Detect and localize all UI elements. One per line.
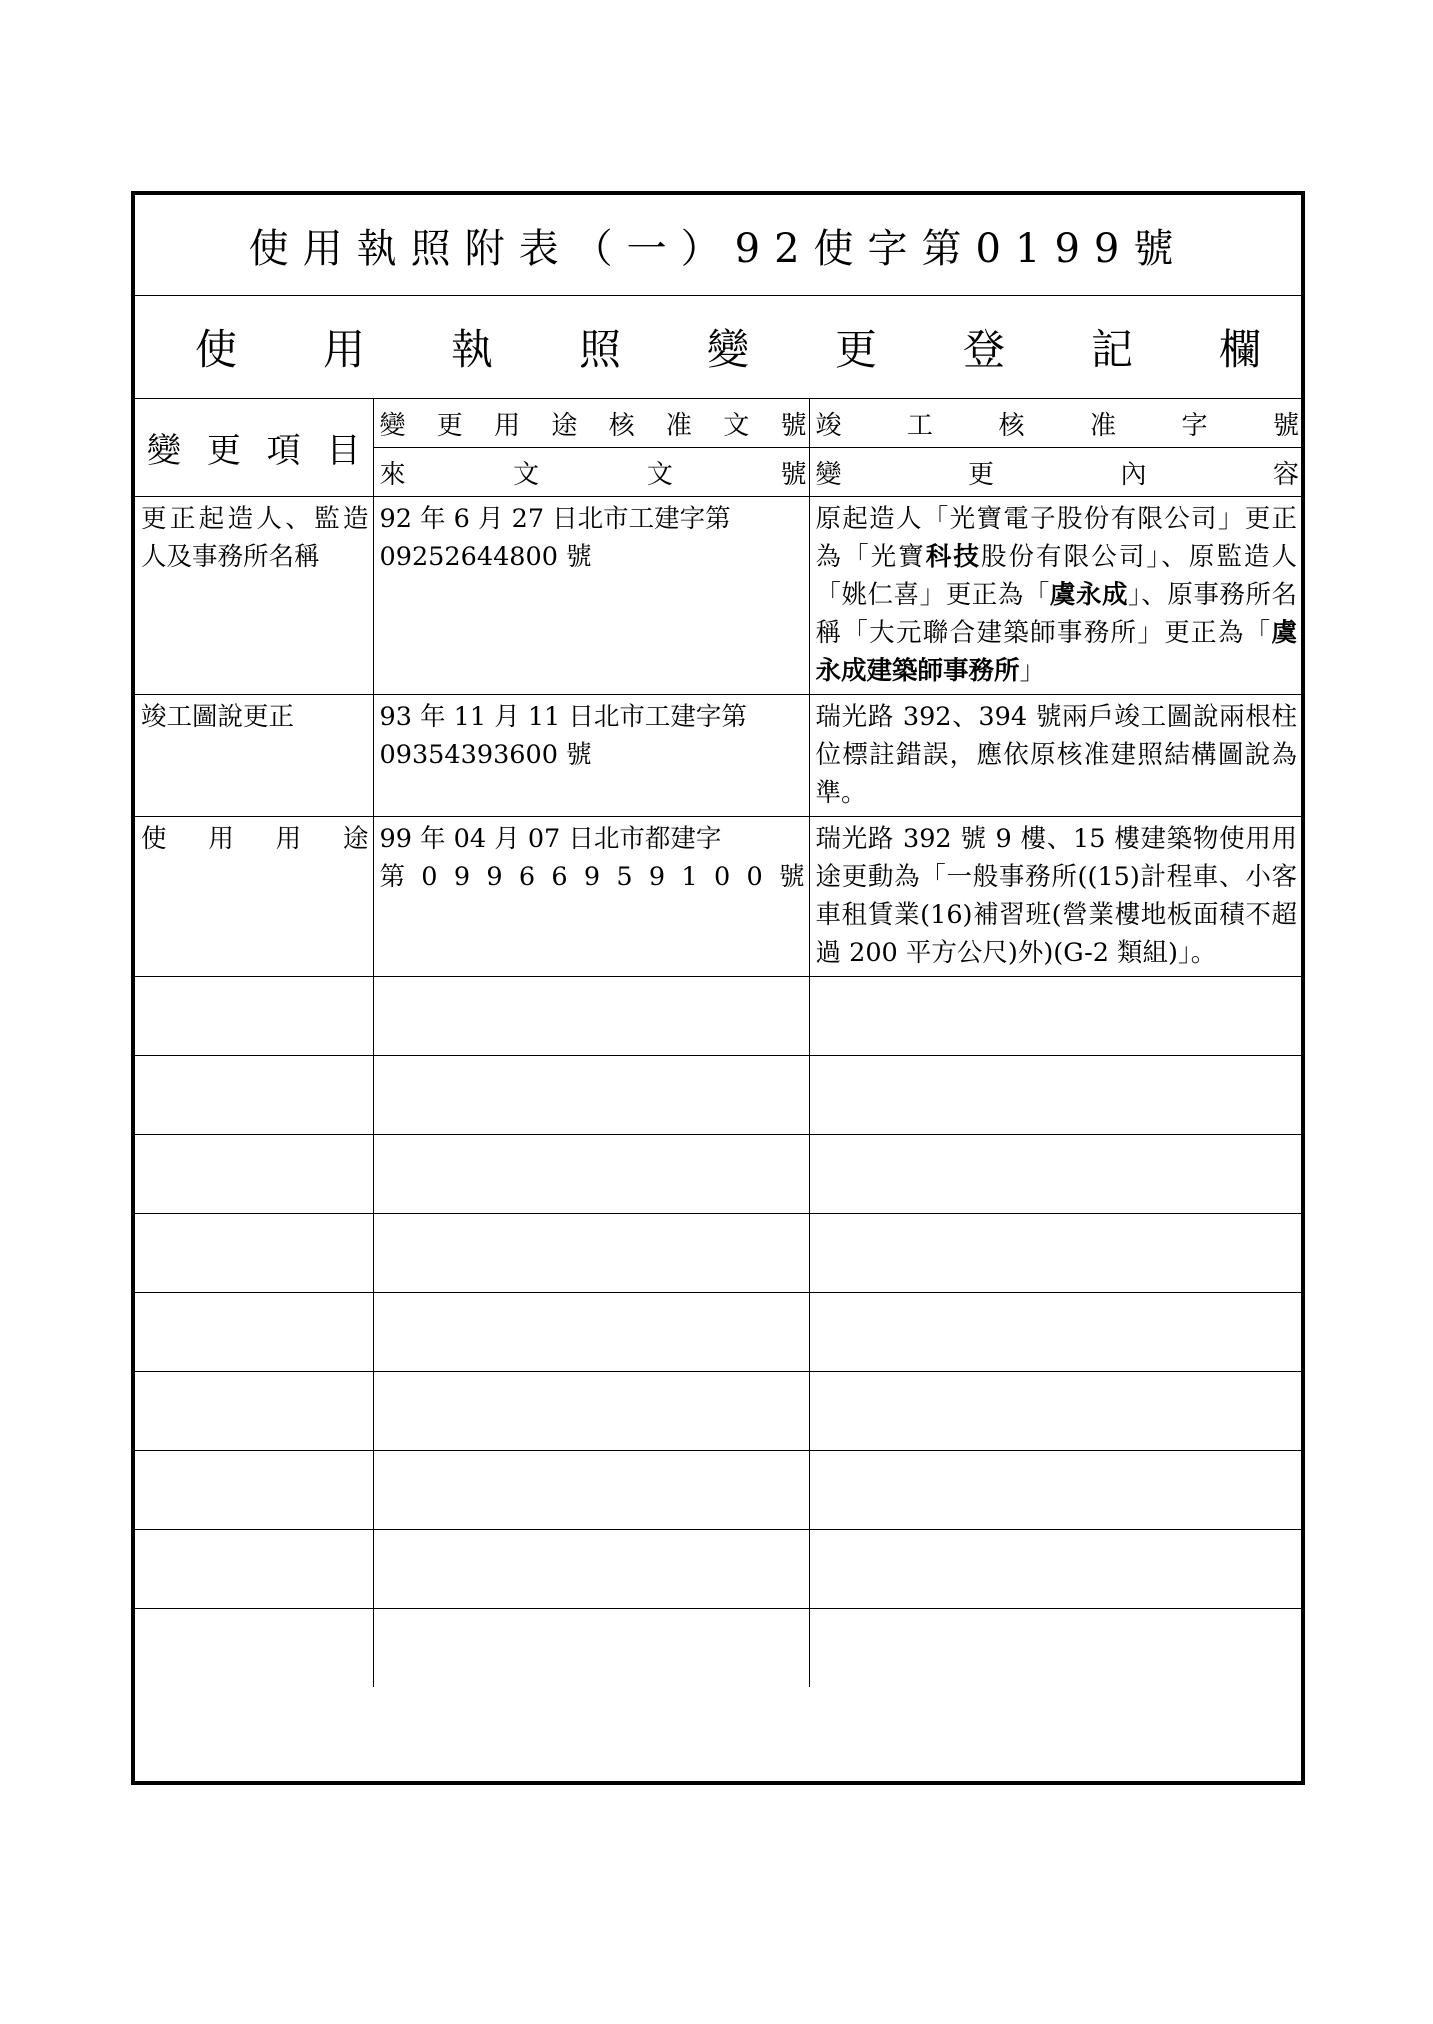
header-char: 內 (1120, 459, 1147, 490)
header-char: 更 (968, 459, 995, 490)
empty-cell (373, 977, 809, 1056)
doc-number-line: 09252644800 號 (379, 542, 592, 572)
empty-table-row (135, 1135, 1301, 1214)
change-content: 瑞光路 392 號 9 樓、15 樓建築物使用用途更動為「一般事務所((15)計程車、小客車租賃業(16)補習班(營業樓地板面積不超過 200 平方公尺)外)(G-2 類組)」。 (809, 817, 1301, 977)
doc-number-char: 1 (681, 862, 698, 892)
header-char: 竣 (815, 410, 842, 441)
empty-table-row (135, 1451, 1301, 1530)
header-change-content (809, 448, 1301, 497)
empty-cell (135, 1372, 373, 1451)
header-change-approval-no (373, 399, 809, 448)
empty-cell (809, 1056, 1301, 1135)
section-title-char: 照 (579, 325, 622, 374)
section-title-char: 登 (963, 325, 1006, 374)
doc-number-line: 92 年 6 月 27 日北市工建字第 (379, 504, 731, 534)
change-item-char: 使 (141, 824, 167, 854)
content-text: 原起造人「光寶電子股份有限公司」更正為「光寶 (815, 504, 1298, 572)
doc-number-char: 0 (421, 862, 438, 892)
doc-number (373, 695, 809, 817)
empty-cell (809, 1214, 1301, 1293)
change-item-char: 途 (342, 824, 369, 854)
change-content: 瑞光路 392、394 號兩戶竣工圖說兩根柱位標註錯誤，應依原核准建照結構圖說為準。 (809, 695, 1301, 817)
header-completion-approval-no (809, 399, 1301, 448)
empty-cell (809, 1293, 1301, 1372)
section-title (135, 296, 1301, 399)
empty-cell (373, 1056, 809, 1135)
empty-table-row (135, 977, 1301, 1056)
section-title-char: 變 (707, 325, 750, 374)
header-char: 變 (379, 410, 406, 441)
header-char: 容 (1273, 459, 1300, 490)
header-char: 文 (513, 459, 540, 490)
change-item-char: 用 (275, 824, 302, 854)
header-char: 更 (436, 410, 463, 441)
header-char: 號 (780, 459, 807, 490)
empty-cell (135, 977, 373, 1056)
header-char: 准 (1090, 410, 1117, 441)
empty-cell (373, 1214, 809, 1293)
header-char: 途 (551, 410, 578, 441)
empty-table-row (135, 1293, 1301, 1372)
doc-number-char: 第 (379, 862, 406, 892)
section-title-char: 欄 (1219, 325, 1262, 374)
header-char: 字 (1181, 410, 1208, 441)
header-char: 文 (646, 459, 673, 490)
header-char: 用 (494, 410, 521, 441)
section-title-char: 使 (195, 325, 238, 374)
section-title-char: 用 (323, 325, 366, 374)
doc-number-char: 6 (551, 862, 568, 892)
table-row (135, 817, 1301, 977)
header-char: 項 (266, 431, 301, 471)
section-title-char: 記 (1091, 325, 1134, 374)
doc-number-line: 09354393600 號 (379, 740, 592, 770)
doc-number-char: 0 (746, 862, 763, 892)
header-char: 來 (379, 459, 406, 490)
header-char: 核 (608, 410, 635, 441)
empty-cell (809, 977, 1301, 1056)
doc-number-char: 9 (453, 862, 471, 892)
content-text: 」 (1019, 656, 1046, 686)
empty-cell (373, 1293, 809, 1372)
content-text: 股份有限公司」、原監造人「姚仁喜」更正為「 (815, 542, 1298, 610)
header-char: 目 (326, 431, 361, 471)
doc-number-char: 9 (583, 862, 601, 892)
empty-table-row (135, 1056, 1301, 1135)
empty-table-row (135, 1214, 1301, 1293)
header-change-item (135, 399, 373, 497)
empty-cell (135, 1135, 373, 1214)
header-char: 變 (147, 431, 181, 471)
doc-number-char: 號 (778, 862, 805, 892)
header-incoming-doc-no (373, 448, 809, 497)
doc-number (373, 817, 809, 977)
doc-number-char: 9 (486, 862, 503, 892)
doc-number (373, 497, 809, 695)
header-char: 更 (206, 431, 241, 471)
content-text: 」、原事務所名稱「大元聯合建築師事務所」更正為「 (815, 580, 1297, 648)
usage-permit-form (131, 191, 1305, 1785)
doc-number-char: 9 (648, 862, 666, 892)
header-char: 核 (998, 410, 1025, 441)
change-item: 更正起造人、監造人及事務所名稱 (135, 497, 373, 695)
empty-cell (135, 1214, 373, 1293)
table-row (135, 695, 1301, 817)
doc-number-char: 5 (616, 862, 633, 892)
doc-number-line: 99 年 04 月 07 日北市都建字 (379, 824, 722, 854)
empty-cell (373, 1530, 809, 1609)
empty-cell (373, 1609, 809, 1688)
empty-cell (809, 1135, 1301, 1214)
doc-number-char: 6 (518, 862, 536, 892)
doc-number-char: 0 (713, 862, 731, 892)
empty-cell (373, 1135, 809, 1214)
header-char: 工 (907, 410, 934, 441)
change-record-table (135, 195, 1301, 1687)
header-char: 號 (1273, 410, 1300, 441)
header-char: 變 (815, 459, 842, 490)
header-char: 號 (780, 410, 807, 441)
empty-cell (809, 1451, 1301, 1530)
empty-table-row (135, 1609, 1301, 1688)
empty-cell (809, 1372, 1301, 1451)
empty-cell (135, 1530, 373, 1609)
header-char: 文 (723, 410, 750, 441)
empty-cell (135, 1451, 373, 1530)
page-title: 使用執照附表（一）92使字第0199號 (135, 195, 1301, 296)
table-row (135, 497, 1301, 695)
empty-cell (809, 1530, 1301, 1609)
empty-cell (373, 1372, 809, 1451)
change-item: 竣工圖說更正 (135, 695, 373, 817)
content-bold-text: 虞永成 (1049, 580, 1128, 610)
change-item (135, 817, 373, 977)
change-content (809, 497, 1301, 695)
header-char: 准 (665, 410, 692, 441)
content-bold-text: 虞永成建築師事務所 (815, 618, 1298, 686)
empty-table-row (135, 1530, 1301, 1609)
section-title-char: 更 (835, 325, 878, 374)
empty-table-row (135, 1372, 1301, 1451)
change-item-char: 用 (208, 824, 234, 854)
empty-cell (809, 1609, 1301, 1688)
empty-cell (135, 1293, 373, 1372)
empty-cell (135, 1609, 373, 1688)
empty-cell (135, 1056, 373, 1135)
content-bold-text: 科技 (925, 542, 981, 572)
section-title-char: 執 (451, 325, 494, 374)
empty-cell (373, 1451, 809, 1530)
doc-number-line: 93 年 11 月 11 日北市工建字第 (379, 702, 747, 732)
